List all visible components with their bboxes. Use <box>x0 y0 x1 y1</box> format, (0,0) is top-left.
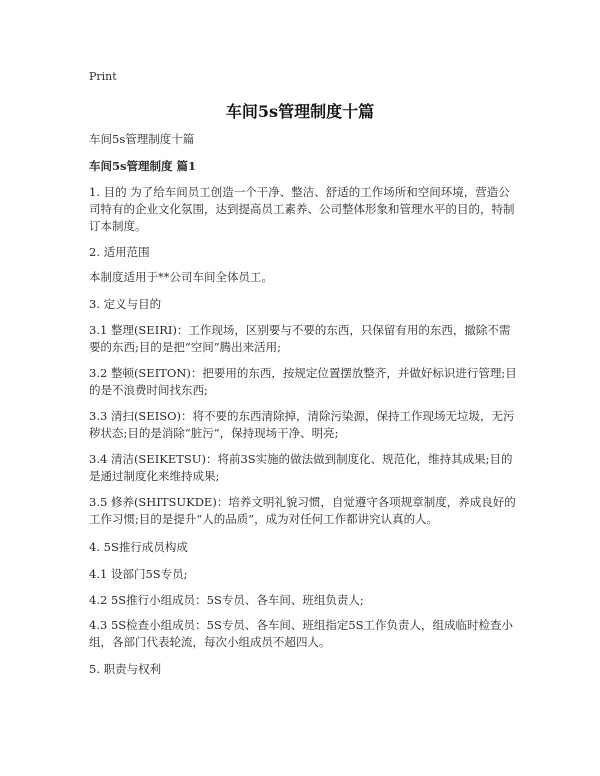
paragraph-definition-heading: 3. 定义与目的 <box>89 297 162 311</box>
document-subtitle: 车间5s管理制度十篇 <box>89 132 195 146</box>
paragraph-members-3: 4.3 5S检查小组成员：5S专员、各车间、班组指定5S工作负责人，组成临时检查小组，各部门代表轮流，每次小组成员不超四人。 <box>89 618 514 649</box>
paragraph-seiso: 3.3 清扫(SEISO)：将不要的东西清除掉，清除污染源，保持工作现场无垃圾，无污秽状态;目的是消除“脏污”，保持现场干净、明亮; <box>89 409 515 440</box>
paragraph-seiketsu: 3.4 清洁(SEIKETSU)：将前3S实施的做法做到制度化、规范化，维持其成果;目的是通过制度化来维持成果; <box>89 452 513 483</box>
paragraph-scope: 本制度适用于**公司车间全体员工。 <box>89 270 273 284</box>
page-title: 车间5s管理制度十篇 <box>225 102 375 121</box>
paragraph-seiri: 3.1 整理(SEIRI)：工作现场，区别要与不要的东西，只保留有用的东西，撤除不需要的东西;目的是把“空间”腾出来活用; <box>89 323 511 354</box>
paragraph-members-1: 4.1 设部门5S专员; <box>89 567 188 581</box>
paragraph-members-heading: 4. 5S推行成员构成 <box>89 540 188 554</box>
paragraph-purpose: 1. 目的 为了给车间员工创造一个干净、整洁、舒适的工作场所和空间环境，营造公司特有的企业文化氛围，达到提高员工素养、公司整体形象和管理水平的目的，特制订本制度。 <box>89 185 515 233</box>
paragraph-members-2: 4.2 5S推行小组成员：5S专员、各车间、班组负责人; <box>89 593 364 607</box>
paragraph-seiton: 3.2 整顿(SEITON)：把要用的东西，按规定位置摆放整齐，并做好标识进行管理;目的是不浪费时间找东西; <box>89 366 517 397</box>
paragraph-duties-heading: 5. 职责与权利 <box>89 662 162 676</box>
paragraph-shitsuke: 3.5 修养(SHITSUKDE)：培养文明礼貌习惯，自觉遵守各项规章制度，养成良好的工作习惯;目的是提升“人的品质”，成为对任何工作都讲究认真的人。 <box>89 495 516 526</box>
section-heading: 车间5s管理制度 篇1 <box>89 159 196 173</box>
paragraph-scope-heading: 2. 适用范围 <box>89 245 150 259</box>
print-link[interactable]: Print <box>89 70 117 83</box>
